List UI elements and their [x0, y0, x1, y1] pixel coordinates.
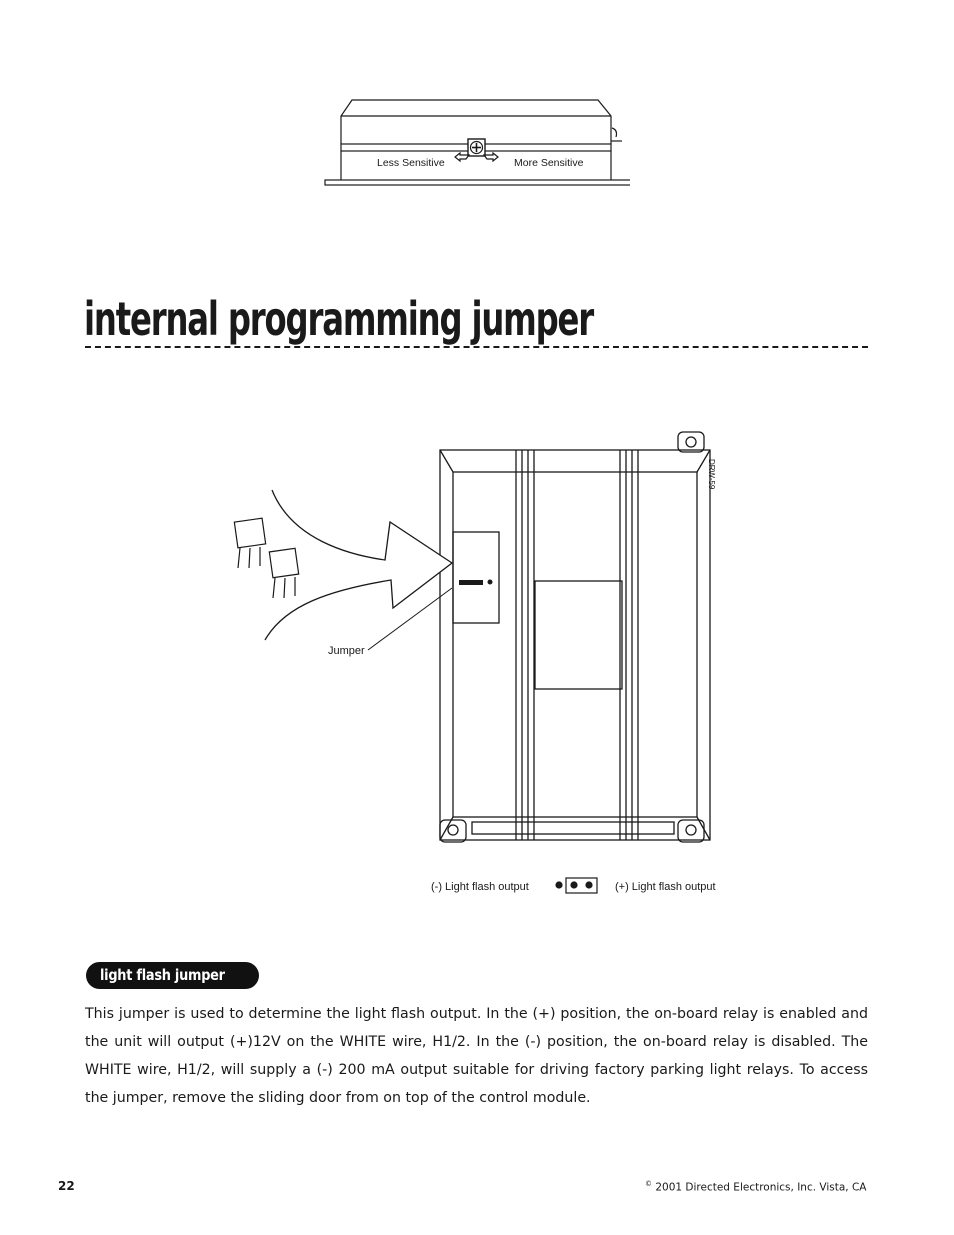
jumper-label: Jumper	[328, 645, 365, 657]
plus-output-label: (+) Light flash output	[615, 881, 716, 893]
copyright-text: 2001 Directed Electronics, Inc. Vista, CA	[655, 1181, 867, 1194]
page-number: 22	[58, 1179, 75, 1193]
jumper-block	[459, 580, 483, 585]
subsection-heading-text: light flash jumper	[100, 966, 225, 984]
rotate-left-arrow-icon	[455, 153, 469, 161]
subsection-heading	[86, 962, 259, 989]
page-title: internal programming jumper	[84, 292, 594, 346]
pin-3-dot	[585, 881, 592, 888]
body-paragraph: This jumper is used to determine the light flash output. In the (+) position, the on-board relay is enabled and the unit will output (+)12V on the WHITE wire, H1/2. In the (-) position, the on-board relay is disabled. The WHITE wire, H1/2, will supply a (-) 200 mA output suitable for driving factory parking light relays. To access the jumper, remove the sliding door from on top of the control module.	[85, 1006, 868, 1106]
jumper-diagram	[220, 425, 740, 905]
more-sensitive-label: More Sensitive	[514, 157, 584, 169]
jumper-pin	[488, 580, 493, 585]
minus-output-label: (-) Light flash output	[431, 881, 529, 893]
title-dashed-rule	[85, 346, 868, 348]
drawing-code: DRW-59	[707, 459, 716, 490]
pin-2-dot	[570, 881, 577, 888]
sensitivity-module-figure	[320, 92, 630, 192]
pot-knob-icon	[468, 139, 485, 156]
less-sensitive-label: Less Sensitive	[377, 157, 445, 169]
copyright-symbol: ©	[645, 1180, 652, 1188]
rotate-right-arrow-icon	[484, 153, 498, 161]
copyright-notice	[645, 1180, 867, 1194]
pin-1-dot	[555, 881, 562, 888]
